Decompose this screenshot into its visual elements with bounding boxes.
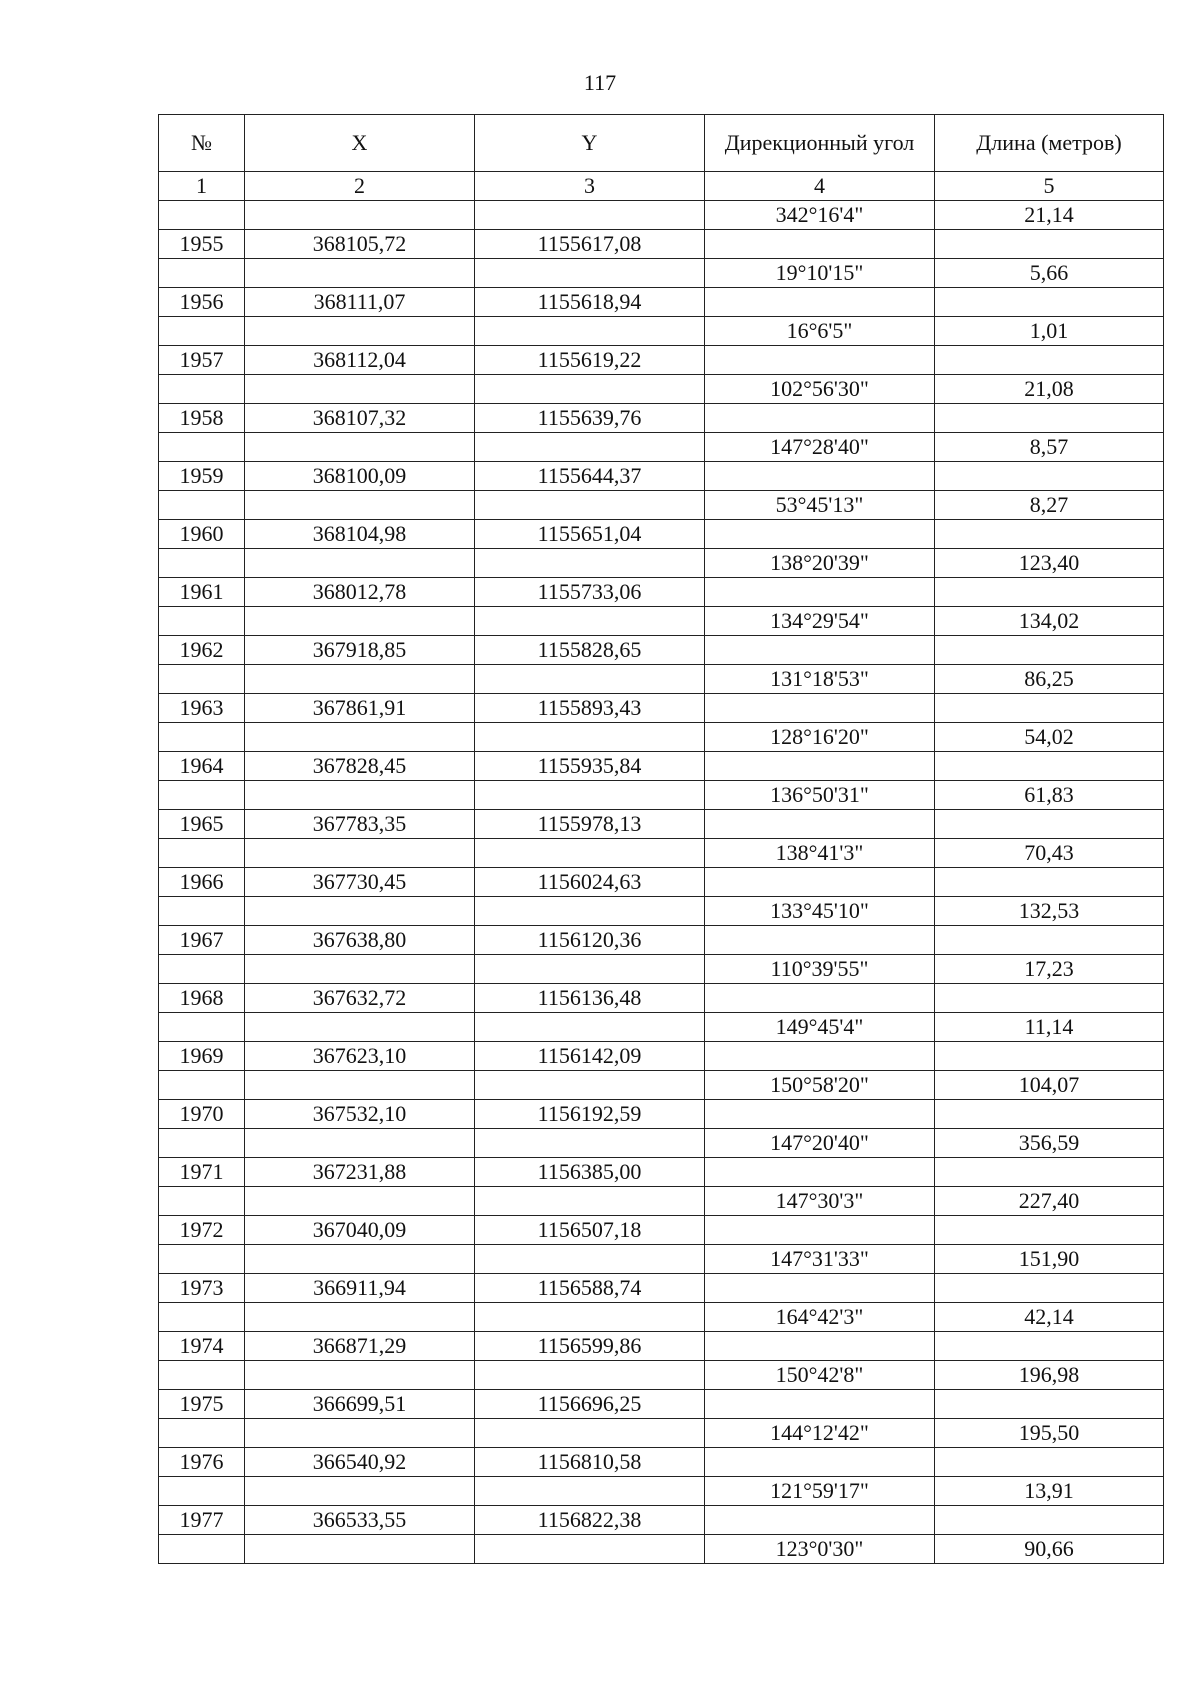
table-row	[159, 1390, 1164, 1419]
y-coordinate-cell: 1156696,25	[475, 1390, 705, 1419]
length-cell	[935, 926, 1164, 955]
direction-angle-cell	[705, 1158, 935, 1187]
direction-angle-cell: 164°42'3"	[705, 1303, 935, 1332]
point-number-cell: 1957	[159, 346, 245, 375]
length-cell: 132,53	[935, 897, 1164, 926]
table-row	[159, 1535, 1164, 1564]
y-coordinate-cell: 1156120,36	[475, 926, 705, 955]
table-row	[159, 665, 1164, 694]
table-row	[159, 375, 1164, 404]
point-number-cell: 1967	[159, 926, 245, 955]
length-cell: 11,14	[935, 1013, 1164, 1042]
point-number-cell	[159, 491, 245, 520]
y-coordinate-cell: 1155893,43	[475, 694, 705, 723]
point-number-cell	[159, 607, 245, 636]
table-row	[159, 346, 1164, 375]
table-row	[159, 404, 1164, 433]
direction-angle-cell	[705, 1332, 935, 1361]
x-coordinate-cell: 368105,72	[245, 230, 475, 259]
point-number-cell	[159, 433, 245, 462]
y-coordinate-cell	[475, 897, 705, 926]
x-coordinate-cell: 367040,09	[245, 1216, 475, 1245]
length-cell	[935, 1216, 1164, 1245]
column-number: 4	[705, 172, 935, 201]
point-number-cell	[159, 549, 245, 578]
length-cell	[935, 752, 1164, 781]
x-coordinate-cell: 367783,35	[245, 810, 475, 839]
point-number-cell: 1966	[159, 868, 245, 897]
table-row	[159, 201, 1164, 230]
direction-angle-cell	[705, 810, 935, 839]
x-coordinate-cell: 367638,80	[245, 926, 475, 955]
direction-angle-cell	[705, 926, 935, 955]
y-coordinate-cell	[475, 1361, 705, 1390]
length-cell	[935, 1390, 1164, 1419]
y-coordinate-cell	[475, 1071, 705, 1100]
length-cell: 13,91	[935, 1477, 1164, 1506]
x-coordinate-cell	[245, 433, 475, 462]
point-number-cell: 1975	[159, 1390, 245, 1419]
length-cell: 195,50	[935, 1419, 1164, 1448]
column-number-row	[159, 172, 1164, 201]
column-number: 2	[245, 172, 475, 201]
direction-angle-cell	[705, 694, 935, 723]
y-coordinate-cell	[475, 665, 705, 694]
y-coordinate-cell	[475, 723, 705, 752]
point-number-cell	[159, 1419, 245, 1448]
point-number-cell	[159, 1071, 245, 1100]
point-number-cell	[159, 259, 245, 288]
direction-angle-cell	[705, 462, 935, 491]
length-cell: 17,23	[935, 955, 1164, 984]
point-number-cell: 1960	[159, 520, 245, 549]
table-header	[159, 115, 1164, 201]
table-row	[159, 1187, 1164, 1216]
table-row	[159, 230, 1164, 259]
table-row	[159, 1245, 1164, 1274]
length-cell: 104,07	[935, 1071, 1164, 1100]
length-cell	[935, 1158, 1164, 1187]
direction-angle-cell: 147°31'33"	[705, 1245, 935, 1274]
y-coordinate-cell: 1155644,37	[475, 462, 705, 491]
length-cell: 123,40	[935, 549, 1164, 578]
table-row	[159, 462, 1164, 491]
header-y: Y	[475, 115, 705, 172]
direction-angle-cell: 147°28'40"	[705, 433, 935, 462]
x-coordinate-cell: 368112,04	[245, 346, 475, 375]
length-cell	[935, 578, 1164, 607]
length-cell: 356,59	[935, 1129, 1164, 1158]
x-coordinate-cell	[245, 1245, 475, 1274]
direction-angle-cell: 149°45'4"	[705, 1013, 935, 1042]
y-coordinate-cell	[475, 433, 705, 462]
table-row	[159, 1013, 1164, 1042]
length-cell	[935, 984, 1164, 1013]
x-coordinate-cell: 368107,32	[245, 404, 475, 433]
x-coordinate-cell	[245, 1187, 475, 1216]
y-coordinate-cell	[475, 1245, 705, 1274]
x-coordinate-cell: 366699,51	[245, 1390, 475, 1419]
y-coordinate-cell	[475, 955, 705, 984]
length-cell	[935, 1332, 1164, 1361]
length-cell	[935, 636, 1164, 665]
direction-angle-cell	[705, 1042, 935, 1071]
table-row	[159, 1361, 1164, 1390]
y-coordinate-cell	[475, 1187, 705, 1216]
table-row	[159, 955, 1164, 984]
length-cell	[935, 346, 1164, 375]
direction-angle-cell	[705, 578, 935, 607]
point-number-cell	[159, 1013, 245, 1042]
y-coordinate-cell	[475, 607, 705, 636]
direction-angle-cell	[705, 868, 935, 897]
length-cell: 134,02	[935, 607, 1164, 636]
point-number-cell	[159, 1245, 245, 1274]
length-cell	[935, 462, 1164, 491]
header-number: №	[159, 115, 245, 172]
header-length: Длина (метров)	[935, 115, 1164, 172]
x-coordinate-cell: 368104,98	[245, 520, 475, 549]
x-coordinate-cell: 367231,88	[245, 1158, 475, 1187]
table-row	[159, 520, 1164, 549]
length-cell: 21,08	[935, 375, 1164, 404]
header-x: X	[245, 115, 475, 172]
table-row	[159, 1158, 1164, 1187]
table-row	[159, 1042, 1164, 1071]
x-coordinate-cell	[245, 259, 475, 288]
x-coordinate-cell	[245, 955, 475, 984]
length-cell	[935, 868, 1164, 897]
table-row	[159, 259, 1164, 288]
point-number-cell	[159, 839, 245, 868]
point-number-cell: 1971	[159, 1158, 245, 1187]
direction-angle-cell: 123°0'30"	[705, 1535, 935, 1564]
direction-angle-cell: 121°59'17"	[705, 1477, 935, 1506]
point-number-cell: 1956	[159, 288, 245, 317]
point-number-cell: 1958	[159, 404, 245, 433]
length-cell: 1,01	[935, 317, 1164, 346]
table-row	[159, 1274, 1164, 1303]
x-coordinate-cell: 367632,72	[245, 984, 475, 1013]
direction-angle-cell	[705, 752, 935, 781]
y-coordinate-cell: 1156822,38	[475, 1506, 705, 1535]
x-coordinate-cell	[245, 549, 475, 578]
point-number-cell: 1977	[159, 1506, 245, 1535]
point-number-cell	[159, 1303, 245, 1332]
y-coordinate-cell	[475, 781, 705, 810]
table-row	[159, 1071, 1164, 1100]
direction-angle-cell: 150°42'8"	[705, 1361, 935, 1390]
direction-angle-cell	[705, 520, 935, 549]
y-coordinate-cell: 1156507,18	[475, 1216, 705, 1245]
table-row	[159, 607, 1164, 636]
table-row	[159, 636, 1164, 665]
x-coordinate-cell: 366540,92	[245, 1448, 475, 1477]
x-coordinate-cell: 366533,55	[245, 1506, 475, 1535]
x-coordinate-cell	[245, 375, 475, 404]
point-number-cell	[159, 1187, 245, 1216]
length-cell	[935, 1100, 1164, 1129]
direction-angle-cell: 147°20'40"	[705, 1129, 935, 1158]
y-coordinate-cell	[475, 839, 705, 868]
table-row	[159, 1506, 1164, 1535]
length-cell	[935, 810, 1164, 839]
y-coordinate-cell	[475, 1535, 705, 1564]
y-coordinate-cell: 1156810,58	[475, 1448, 705, 1477]
table-row	[159, 1419, 1164, 1448]
length-cell: 21,14	[935, 201, 1164, 230]
y-coordinate-cell	[475, 1303, 705, 1332]
x-coordinate-cell: 367828,45	[245, 752, 475, 781]
y-coordinate-cell: 1155651,04	[475, 520, 705, 549]
x-coordinate-cell	[245, 781, 475, 810]
direction-angle-cell: 138°41'3"	[705, 839, 935, 868]
direction-angle-cell	[705, 1390, 935, 1419]
x-coordinate-cell: 367532,10	[245, 1100, 475, 1129]
direction-angle-cell	[705, 1274, 935, 1303]
direction-angle-cell: 150°58'20"	[705, 1071, 935, 1100]
direction-angle-cell	[705, 230, 935, 259]
table-row	[159, 810, 1164, 839]
y-coordinate-cell: 1156024,63	[475, 868, 705, 897]
direction-angle-cell	[705, 346, 935, 375]
x-coordinate-cell	[245, 839, 475, 868]
table-row	[159, 578, 1164, 607]
header-row	[159, 115, 1164, 172]
column-number: 1	[159, 172, 245, 201]
table-row	[159, 752, 1164, 781]
point-number-cell	[159, 1129, 245, 1158]
column-number: 5	[935, 172, 1164, 201]
y-coordinate-cell: 1155935,84	[475, 752, 705, 781]
direction-angle-cell	[705, 1216, 935, 1245]
x-coordinate-cell	[245, 607, 475, 636]
length-cell	[935, 1506, 1164, 1535]
direction-angle-cell: 133°45'10"	[705, 897, 935, 926]
y-coordinate-cell: 1156588,74	[475, 1274, 705, 1303]
x-coordinate-cell	[245, 723, 475, 752]
length-cell	[935, 1274, 1164, 1303]
table-row	[159, 549, 1164, 578]
point-number-cell: 1961	[159, 578, 245, 607]
point-number-cell	[159, 665, 245, 694]
x-coordinate-cell: 367861,91	[245, 694, 475, 723]
x-coordinate-cell: 367623,10	[245, 1042, 475, 1071]
table-row	[159, 897, 1164, 926]
table-row	[159, 926, 1164, 955]
table-row	[159, 839, 1164, 868]
length-cell: 151,90	[935, 1245, 1164, 1274]
point-number-cell: 1972	[159, 1216, 245, 1245]
direction-angle-cell	[705, 1100, 935, 1129]
length-cell	[935, 520, 1164, 549]
y-coordinate-cell: 1155978,13	[475, 810, 705, 839]
point-number-cell	[159, 1361, 245, 1390]
point-number-cell	[159, 781, 245, 810]
direction-angle-cell: 136°50'31"	[705, 781, 935, 810]
direction-angle-cell: 16°6'5"	[705, 317, 935, 346]
x-coordinate-cell: 366911,94	[245, 1274, 475, 1303]
table-row	[159, 1477, 1164, 1506]
x-coordinate-cell: 368111,07	[245, 288, 475, 317]
y-coordinate-cell: 1155733,06	[475, 578, 705, 607]
x-coordinate-cell	[245, 317, 475, 346]
direction-angle-cell: 110°39'55"	[705, 955, 935, 984]
length-cell	[935, 230, 1164, 259]
direction-angle-cell	[705, 1448, 935, 1477]
direction-angle-cell	[705, 984, 935, 1013]
y-coordinate-cell	[475, 1419, 705, 1448]
direction-angle-cell: 144°12'42"	[705, 1419, 935, 1448]
x-coordinate-cell	[245, 1535, 475, 1564]
point-number-cell: 1955	[159, 230, 245, 259]
direction-angle-cell: 53°45'13"	[705, 491, 935, 520]
point-number-cell: 1965	[159, 810, 245, 839]
length-cell: 86,25	[935, 665, 1164, 694]
x-coordinate-cell	[245, 491, 475, 520]
direction-angle-cell	[705, 404, 935, 433]
table-row	[159, 288, 1164, 317]
y-coordinate-cell: 1156599,86	[475, 1332, 705, 1361]
length-cell: 70,43	[935, 839, 1164, 868]
length-cell: 5,66	[935, 259, 1164, 288]
point-number-cell	[159, 955, 245, 984]
point-number-cell	[159, 317, 245, 346]
direction-angle-cell: 342°16'4"	[705, 201, 935, 230]
direction-angle-cell: 138°20'39"	[705, 549, 935, 578]
y-coordinate-cell: 1155618,94	[475, 288, 705, 317]
table-row	[159, 1332, 1164, 1361]
x-coordinate-cell: 367730,45	[245, 868, 475, 897]
length-cell: 90,66	[935, 1535, 1164, 1564]
point-number-cell: 1969	[159, 1042, 245, 1071]
direction-angle-cell: 128°16'20"	[705, 723, 935, 752]
point-number-cell	[159, 201, 245, 230]
table-row	[159, 723, 1164, 752]
point-number-cell: 1973	[159, 1274, 245, 1303]
x-coordinate-cell	[245, 897, 475, 926]
direction-angle-cell	[705, 288, 935, 317]
point-number-cell	[159, 723, 245, 752]
direction-angle-cell	[705, 1506, 935, 1535]
point-number-cell: 1959	[159, 462, 245, 491]
page-number: 117	[583, 70, 617, 95]
table-row	[159, 1216, 1164, 1245]
x-coordinate-cell: 367918,85	[245, 636, 475, 665]
length-cell: 42,14	[935, 1303, 1164, 1332]
table-row	[159, 868, 1164, 897]
x-coordinate-cell	[245, 1129, 475, 1158]
table-row	[159, 694, 1164, 723]
y-coordinate-cell	[475, 375, 705, 404]
point-number-cell: 1976	[159, 1448, 245, 1477]
y-coordinate-cell	[475, 1013, 705, 1042]
y-coordinate-cell: 1156142,09	[475, 1042, 705, 1071]
point-number-cell: 1962	[159, 636, 245, 665]
point-number-cell: 1974	[159, 1332, 245, 1361]
x-coordinate-cell: 368100,09	[245, 462, 475, 491]
length-cell	[935, 1042, 1164, 1071]
point-number-cell	[159, 375, 245, 404]
y-coordinate-cell	[475, 549, 705, 578]
x-coordinate-cell	[245, 1477, 475, 1506]
x-coordinate-cell	[245, 1013, 475, 1042]
coordinates-table	[158, 114, 1164, 1564]
table-row	[159, 1303, 1164, 1332]
table-row	[159, 1129, 1164, 1158]
length-cell: 8,27	[935, 491, 1164, 520]
y-coordinate-cell: 1155617,08	[475, 230, 705, 259]
table-row	[159, 1100, 1164, 1129]
y-coordinate-cell	[475, 491, 705, 520]
y-coordinate-cell: 1156192,59	[475, 1100, 705, 1129]
table-row	[159, 317, 1164, 346]
y-coordinate-cell: 1155639,76	[475, 404, 705, 433]
y-coordinate-cell	[475, 1129, 705, 1158]
x-coordinate-cell	[245, 1071, 475, 1100]
length-cell	[935, 1448, 1164, 1477]
x-coordinate-cell: 366871,29	[245, 1332, 475, 1361]
y-coordinate-cell	[475, 259, 705, 288]
column-number: 3	[475, 172, 705, 201]
y-coordinate-cell: 1155828,65	[475, 636, 705, 665]
y-coordinate-cell: 1156385,00	[475, 1158, 705, 1187]
x-coordinate-cell	[245, 1361, 475, 1390]
table-row	[159, 491, 1164, 520]
length-cell	[935, 404, 1164, 433]
header-angle: Дирекционный угол	[705, 115, 935, 172]
x-coordinate-cell: 368012,78	[245, 578, 475, 607]
length-cell: 8,57	[935, 433, 1164, 462]
point-number-cell	[159, 1477, 245, 1506]
table-row	[159, 984, 1164, 1013]
y-coordinate-cell	[475, 317, 705, 346]
x-coordinate-cell	[245, 665, 475, 694]
y-coordinate-cell	[475, 1477, 705, 1506]
length-cell	[935, 694, 1164, 723]
table-row	[159, 781, 1164, 810]
length-cell	[935, 288, 1164, 317]
x-coordinate-cell	[245, 1419, 475, 1448]
direction-angle-cell: 134°29'54"	[705, 607, 935, 636]
table-row	[159, 433, 1164, 462]
x-coordinate-cell	[245, 201, 475, 230]
point-number-cell: 1968	[159, 984, 245, 1013]
point-number-cell: 1964	[159, 752, 245, 781]
direction-angle-cell: 131°18'53"	[705, 665, 935, 694]
direction-angle-cell: 147°30'3"	[705, 1187, 935, 1216]
y-coordinate-cell: 1155619,22	[475, 346, 705, 375]
point-number-cell: 1970	[159, 1100, 245, 1129]
length-cell: 196,98	[935, 1361, 1164, 1390]
direction-angle-cell	[705, 636, 935, 665]
y-coordinate-cell: 1156136,48	[475, 984, 705, 1013]
length-cell: 54,02	[935, 723, 1164, 752]
table-row	[159, 1448, 1164, 1477]
x-coordinate-cell	[245, 1303, 475, 1332]
direction-angle-cell: 102°56'30"	[705, 375, 935, 404]
direction-angle-cell: 19°10'15"	[705, 259, 935, 288]
point-number-cell	[159, 1535, 245, 1564]
y-coordinate-cell	[475, 201, 705, 230]
length-cell: 227,40	[935, 1187, 1164, 1216]
table-body	[159, 201, 1164, 1564]
point-number-cell	[159, 897, 245, 926]
point-number-cell: 1963	[159, 694, 245, 723]
length-cell: 61,83	[935, 781, 1164, 810]
